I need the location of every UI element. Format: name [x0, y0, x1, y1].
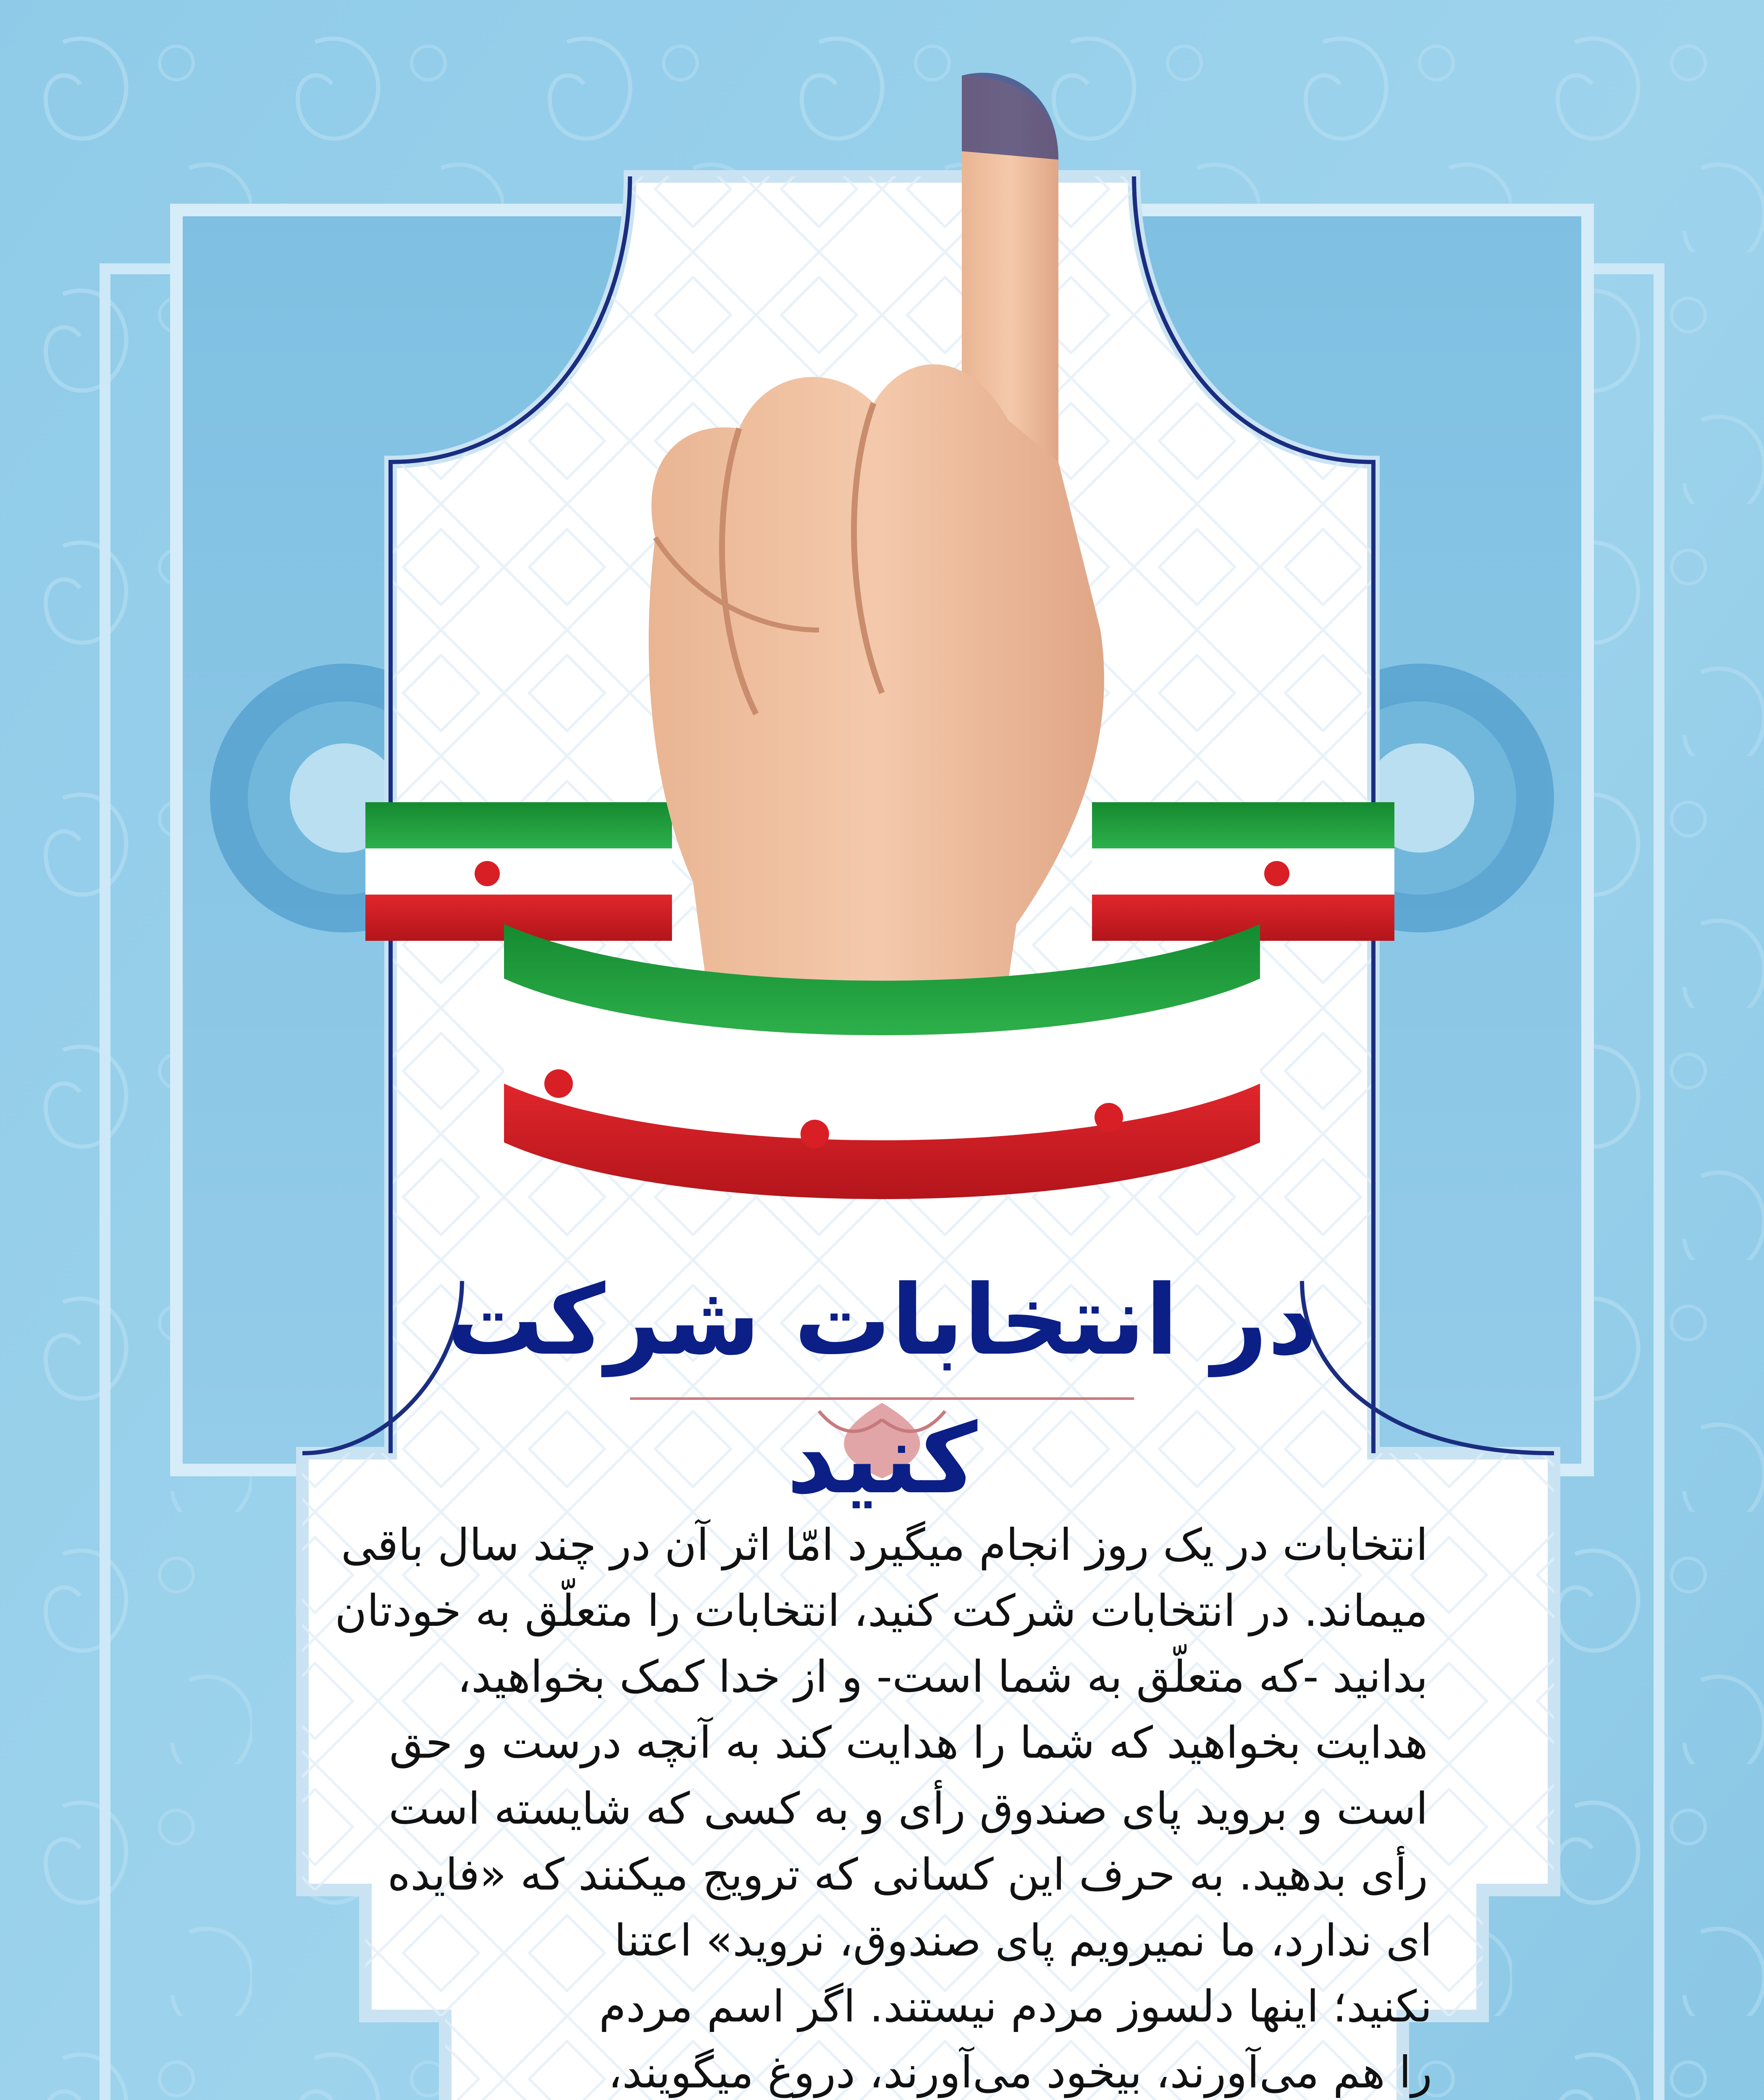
paragraph-line: هدایت بخواهید که شما را هدایت کند به آنچه درست و حق: [389, 1717, 1428, 1768]
paragraph-line: میماند. در انتخابات شرکت کنید، انتخابات را متعلّق به خودتان: [335, 1585, 1428, 1636]
page-title: در انتخابات شرکت کنید: [446, 1265, 1318, 1515]
paragraph-line: ای ندارد، ما نمیرویم پای صندوق، نروید» اعتنا: [614, 1915, 1432, 1966]
paragraph-line: بدانید -که متعلّق به شما است- و از خدا کمک بخواهید،: [457, 1651, 1428, 1702]
paragraph-line: انتخابات در یک روز انجام میگیرد امّا اثر آن در چند سال باقی: [341, 1519, 1428, 1570]
paragraph-line: است و بروید پای صندوق رأی و به کسی که شایسته است: [388, 1783, 1428, 1834]
paragraph-line: را هم می‌آورند، بیخود می‌آورند، دروغ میگویند،: [608, 2047, 1432, 2098]
paragraph-line: رأی بدهید. به حرف این کسانی که ترویج میکنند که «فایده: [387, 1849, 1428, 1900]
paragraph-line: نکنید؛ اینها دلسوز مردم نیستند. اگر اسم مردم: [599, 1981, 1432, 2032]
